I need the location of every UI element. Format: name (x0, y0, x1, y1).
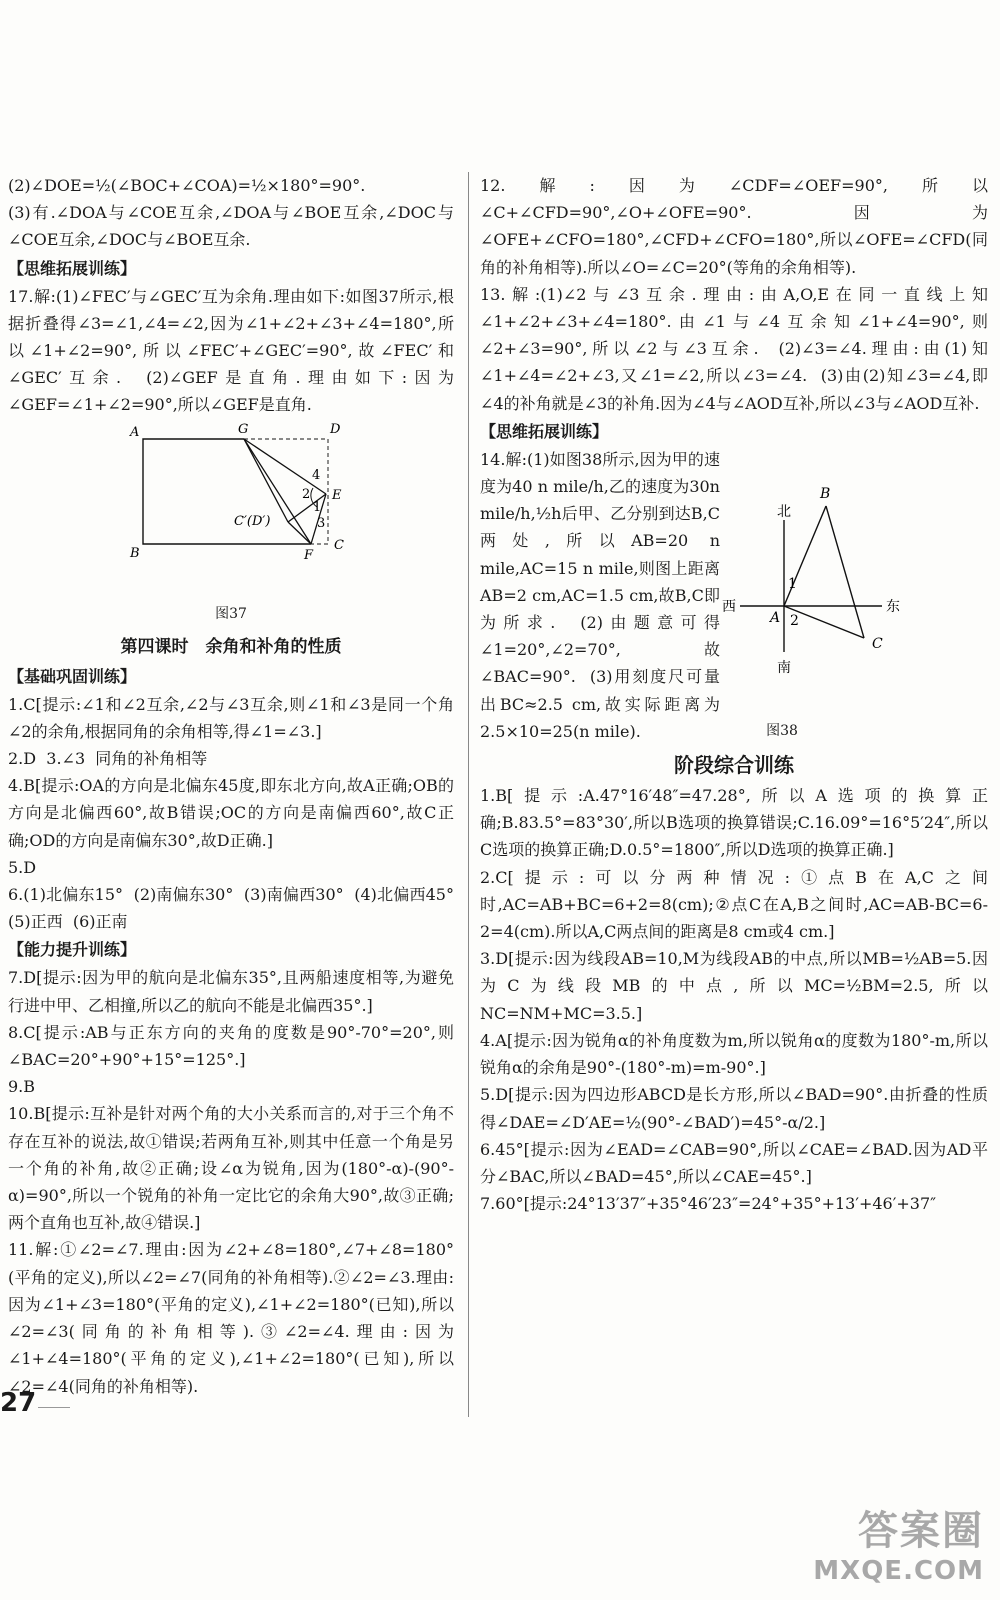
north-label: 北 (777, 504, 791, 520)
figure-37 (8, 419, 454, 624)
angle-4-label: 4 (312, 467, 321, 483)
section-heading-thinking-2: 【思维拓展训练】 (480, 421, 609, 441)
stage-answer-2: 2.C[提示:可以分两种情况:①点B在A,C之间时,AC=AB+BC=6+2=8(cm);②点C在A,B之间时,AC=AB-BC=6-2=4(cm).所以A,C两点间的距离是8 cm或4 cm.] (480, 867, 988, 942)
answer-13: 13.解:(1)∠2与∠3互余.理由:由A,O,E在同一直线上知∠1+∠2+∠3+∠4=180°.由∠1与∠4互余知∠1+∠4=90°,则∠2+∠3=90°,所以∠2与∠3互余. (2)∠3=∠4.理由:由(1)知∠1+∠4=∠2+∠3,又∠1=∠2,所以∠3=∠4. (3)由(2)知∠3=∠4,即∠4的补角就是∠3的补角.因为∠4与∠AOD互补,所以∠3与∠AOD互补. (480, 284, 988, 413)
stage-answer-4: 4.A[提示:因为锐角α的补角度数为m,所以锐角α的度数为180°-m,所以锐角α的余角是90°-(180°-m)=m-90°.] (480, 1030, 988, 1078)
column-divider (468, 172, 469, 1417)
answer-1: 1.C[提示:∠1和∠2互余,∠2与∠3互余,则∠1和∠3是同一个角∠2的余角,根据同角的余角相等,得∠1=∠3.] (8, 694, 454, 741)
label-G: G (238, 421, 249, 437)
watermark-url: MXQE.COM (813, 1556, 984, 1586)
stage-answer-6: 6.45°[提示:因为∠EAD=∠CAB=90°,所以∠CAE=∠BAD.因为AD平分∠BAC,所以∠BAD=45°,所以∠CAE=45°.] (480, 1139, 988, 1186)
angle-2-label-38: 2 (790, 613, 799, 629)
label-C: C (334, 537, 344, 553)
answer-7: 7.D[提示:因为甲的航向是北偏东35°,且两船速度相等,为避免行进中甲、乙相撞,所以乙的航向不能是北偏西35°.] (8, 968, 454, 1015)
answer-4: 4.B[提示:OA的方向是北偏东45度,即东北方向,故A正确;OB的方向是北偏西60°,故B错误;OC的方向是南偏西60°,故C正确;OD的方向是南偏东30°,故D正确.] (8, 776, 454, 850)
answer-14: 14.解:(1)如图38所示,因为甲的速度为40 n mile/h,乙的速度为30n mile/h,½h后甲、乙分别到达B,C两处,所以AB=20 n mile,AC=15 n mile,则图上距离AB=2 cm,AC=1.5 cm,故B,C即为所求. (2)由题意可得∠1=20°,∠2=70°,故∠BAC=90°. (3)用刻度尺可量出BC≈2.5 cm,故实际距离为2.5×10=25(n mile). (480, 449, 726, 741)
answer-5: 5.D (8, 857, 37, 877)
answer-9: 9.B (8, 1077, 36, 1097)
label-Cprime: C′(D′) (234, 513, 271, 529)
left-para-2: (3)有.∠DOA与∠COE互余,∠DOA与∠BOE互余,∠DOC与∠COE互余,∠DOC与∠BOE互余. (8, 203, 454, 250)
answer-2-3: 2.D 3.∠3 同角的补角相等 (8, 749, 208, 769)
answer-10: 10.B[提示:互补是针对两个角的大小关系而言的,对于三个角不存在互补的说法,故①错误;若两角互补,则其中任意一个角是另一个角的补角,故②正确;设∠α为锐角,因为(180°-α)-(90°-α)=90°,所以一个锐角的补角一定比它的余角大90°,故③正确;两个直角也互补,故④错误.] (8, 1104, 454, 1233)
watermark (813, 1499, 984, 1586)
section-heading-ability: 【能力提升训练】 (8, 940, 137, 960)
line-GE (244, 439, 326, 494)
segment-BC (826, 506, 864, 638)
angle-3-label: 3 (317, 515, 326, 531)
answer-17: 17.解:(1)∠FEC′与∠GEC′互为余角.理由如下:如图37所示,根据折叠得∠3=∠1,∠4=∠2,因为∠1+∠2+∠3+∠4=180°,所以∠1+∠2=90°,所以∠FEC′+∠GEC′=90°,故∠FEC′和∠GEC′互余. (2)∠GEF是直角.理由如下:因为∠GEF=∠1+∠2=90°,所以∠GEF是直角. (8, 286, 454, 415)
stage-answer-1: 1.B[提示:A.47°16′48″=47.28°,所以A选项的换算正确;B.83.5°=83°30′,所以B选项的换算错误;C.16.09°=16°5′24″,所以C选项的换算正确;D.0.5°=1800″,所以D选项的换算正确.] (480, 786, 988, 860)
stage-answer-3: 3.D[提示:因为线段AB=10,M为线段AB的中点,所以MB=½AB=5.因为C为线段MB的中点,所以MC=½BM=2.5,所以NC=NM+MC=3.5.] (480, 949, 988, 1023)
rectangle-outline (143, 439, 311, 544)
angle-2-label: 2 (302, 486, 311, 502)
label-D: D (330, 421, 341, 437)
section-heading-thinking: 【思维拓展训练】 (8, 258, 137, 278)
watermark-title: 答案圈 (858, 1508, 984, 1554)
angle-1-label-38: 1 (788, 576, 797, 592)
label-C-38: C (872, 636, 883, 652)
west-label: 西 (722, 599, 736, 615)
label-B-38: B (820, 486, 831, 502)
stage-answer-7: 7.60°[提示:24°13′37″+35°46′23″=24°+35°+13′+46′+37″ (480, 1194, 937, 1214)
figure-37-diagram (8, 419, 454, 599)
answer-8: 8.C[提示:AB与正东方向的夹角的度数是90°-70°=20°,则∠BAC=20°+90°+15°=125°.] (8, 1022, 454, 1070)
page-number-rule (38, 1407, 70, 1408)
south-label: 南 (777, 660, 791, 676)
stage-title: 阶段综合训练 (674, 753, 794, 778)
answer-11: 11.解:①∠2=∠7.理由:因为∠2+∠8=180°,∠7+∠8=180°(平角的定义),所以∠2=∠7(同角的补角相等).②∠2=∠3.理由:因为∠1+∠3=180°(平角的定义),∠1+∠2=180°(已知),所以∠2=∠3(同角的补角相等).③∠2=∠4.理由:因为∠1+∠4=180°(平角的定义),∠1+∠2=180°(已知),所以∠2=∠4(同角的补角相等). (8, 1240, 454, 1396)
answer-6: 6.(1)北偏东15° (2)南偏东30° (3)南偏西30° (4)北偏西45° (5)正西 (6)正南 (8, 885, 465, 932)
section-heading-basic: 【基础巩固训练】 (8, 666, 137, 686)
left-para-1: (2)∠DOE=½(∠BOC+∠COA)=½×180°=90°. (8, 176, 366, 195)
figure-37-caption: 图37 (215, 605, 247, 622)
label-A-38: A (770, 610, 781, 626)
angle-1-label: 1 (313, 499, 322, 515)
figure-38-diagram (722, 476, 922, 716)
answer-12: 12.解:因为∠CDF=∠OEF=90°,所以∠C+∠CFD=90°,∠O+∠OFE=90°.因为∠OFE+∠CFO=180°,∠CFD+∠CFO=180°,所以∠OFE=∠CFD(同角的补角相等).所以∠O=∠C=20°(等角的余角相等). (480, 176, 988, 277)
line-GC (244, 439, 288, 522)
label-E: E (332, 487, 342, 503)
label-F: F (304, 547, 314, 563)
label-A: A (130, 424, 140, 440)
left-column (8, 172, 465, 1400)
label-B: B (130, 545, 140, 561)
figure-38-caption: 图38 (766, 723, 798, 739)
stage-answer-5: 5.D[提示:因为四边形ABCD是长方形,所以∠BAD=90°.由折叠的性质得∠DAE=∠D′AE=½(90°-∠BAD′)=45°-α/2.] (480, 1085, 988, 1132)
page-number: 27 (0, 1388, 37, 1418)
lesson-title: 第四课时 余角和补角的性质 (120, 636, 342, 657)
figure-38 (722, 476, 922, 746)
east-label: 东 (886, 599, 900, 615)
